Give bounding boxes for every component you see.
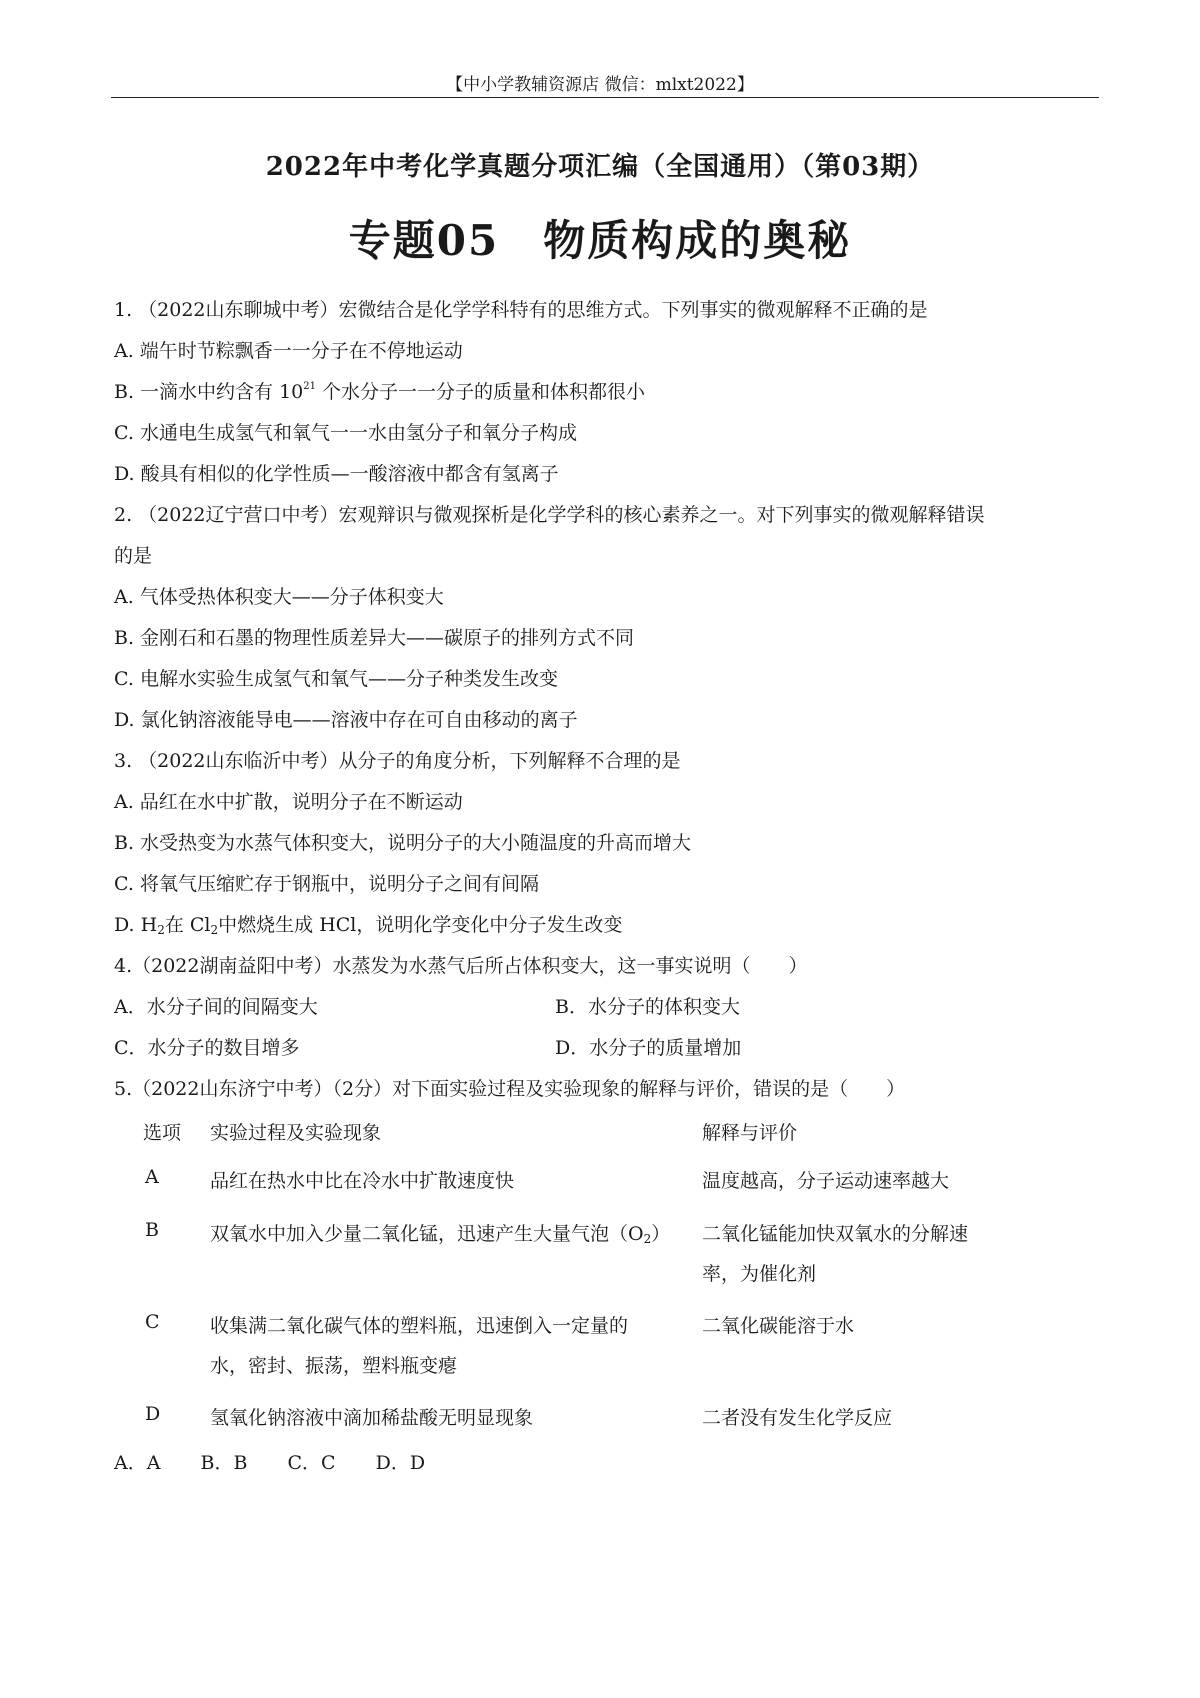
q5-row-b-evaluation-line1: 二氧化锰能加快双氧水的分解速 — [702, 1223, 969, 1245]
q5-stem: 5.（2022山东济宁中考）（2分）对下面实验过程及实验现象的解释与评价，错误的是（ ） — [114, 1078, 906, 1100]
q5-choice-b: B．B — [200, 1452, 248, 1474]
q5-row-d-process: 氢氧化钠溶液中滴加稀盐酸无明显现象 — [210, 1407, 534, 1429]
q5-row-a-evaluation: 温度越高，分子运动速率越大 — [702, 1170, 950, 1192]
q5-row-c-process-line2: 水，密封、振荡，塑料瓶变瘪 — [210, 1355, 458, 1377]
document-title: 2022年中考化学真题分项汇编（全国通用）（第03期） — [265, 152, 935, 182]
q1-stem: 1. （2022山东聊城中考）宏微结合是化学学科特有的思维方式。下列事实的微观解释不正确的是 — [114, 299, 928, 321]
q3-option-d — [114, 910, 622, 937]
q2-stem-line1: 2. （2022辽宁营口中考）宏观辩识与微观探析是化学学科的核心素养之一。对下列事实的微观解释错误 — [114, 504, 985, 526]
q5-row-b-process-tail: ） — [651, 1223, 671, 1245]
q5-row-d-evaluation: 二者没有发生化学反应 — [702, 1407, 893, 1429]
q1-option-b-text: B. 一滴水中约含有 10 — [114, 381, 304, 403]
q5-row-b-process-text: 双氧水中加入少量二氧化锰，迅速产生大量气泡（O — [210, 1223, 644, 1245]
q3-option-a: A. 品红在水中扩散，说明分子在不断运动 — [114, 791, 463, 813]
q4-option-d: D．水分子的质量增加 — [555, 1037, 742, 1059]
q5-row-b-evaluation-line2: 率，为催化剂 — [702, 1263, 817, 1285]
q3-option-d-text-mid: 在 Cl — [164, 914, 211, 936]
q5-choice-a: A．A — [114, 1452, 161, 1474]
q5-choice-c: C．C — [287, 1452, 336, 1474]
q5-row-c-process-line1: 收集满二氧化碳气体的塑料瓶，迅速倒入一定量的 — [210, 1315, 629, 1337]
q5-row-a-process: 品红在热水中比在冷水中扩散速度快 — [210, 1170, 515, 1192]
q1-option-a: A. 端午时节粽飘香一一分子在不停地运动 — [114, 340, 463, 362]
q2-option-b: B. 金刚石和石墨的物理性质差异大——碳原子的排列方式不同 — [114, 627, 635, 649]
q5-choice-d: D．D — [375, 1452, 426, 1474]
q5-header-evaluation: 解释与评价 — [702, 1122, 798, 1144]
q2-option-c: C. 电解水实验生成氢气和氧气——分子种类发生改变 — [114, 668, 558, 690]
topic-heading — [0, 208, 1200, 268]
q3-option-d-sub2: 2 — [210, 923, 219, 937]
q5-row-b-process-sub: 2 — [643, 1232, 652, 1246]
q4-option-c: C．水分子的数目增多 — [114, 1037, 300, 1059]
q5-row-b-option: B — [145, 1219, 159, 1241]
topic-name: 物质构成的奥秘 — [543, 216, 852, 265]
q5-header-process: 实验过程及实验现象 — [210, 1122, 382, 1144]
q5-row-d-option: D — [145, 1403, 161, 1425]
q5-row-c-option: C — [145, 1311, 160, 1333]
q4-stem: 4.（2022湖南益阳中考）水蒸发为水蒸气后所占体积变大，这一事实说明（ ） — [114, 955, 808, 977]
q1-option-c: C. 水通电生成氢气和氧气一一水由氢分子和氧分子构成 — [114, 422, 577, 444]
q5-header-option: 选项 — [143, 1122, 182, 1144]
q2-stem-line2: 的是 — [114, 545, 153, 567]
topic-number: 专题05 — [348, 216, 500, 265]
q5-row-a-option: A — [145, 1166, 159, 1188]
q1-option-b-exponent: 21 — [303, 381, 316, 392]
q3-option-b: B. 水受热变为水蒸气体积变大，说明分子的大小随温度的升高而增大 — [114, 832, 692, 854]
page-header: 【中小学教辅资源店 微信：mlxt2022】 — [446, 75, 754, 95]
q1-option-d: D. 酸具有相似的化学性质—一酸溶液中都含有氢离子 — [114, 463, 559, 485]
q2-option-d: D. 氯化钠溶液能导电——溶液中存在可自由移动的离子 — [114, 709, 578, 731]
q1-option-b — [114, 377, 645, 404]
q5-choices — [114, 1448, 425, 1475]
q1-option-b-text-end: 个水分子一一分子的质量和体积都很小 — [316, 381, 646, 403]
q3-option-d-sub1: 2 — [157, 923, 165, 937]
q5-row-b-process — [210, 1219, 670, 1246]
q5-row-c-evaluation: 二氧化碳能溶于水 — [702, 1315, 855, 1337]
q3-option-d-text: D. H — [114, 914, 158, 936]
q4-option-a: A．水分子间的间隔变大 — [114, 996, 318, 1018]
q3-stem: 3. （2022山东临沂中考）从分子的角度分析，下列解释不合理的是 — [114, 750, 681, 772]
q3-option-d-text-end: 中燃烧生成 HCl，说明化学变化中分子发生改变 — [218, 914, 623, 936]
header-divider — [111, 97, 1099, 98]
q3-option-c: C. 将氧气压缩贮存于钢瓶中，说明分子之间有间隔 — [114, 873, 539, 895]
q4-option-b: B．水分子的体积变大 — [555, 996, 740, 1018]
q2-option-a: A. 气体受热体积变大——分子体积变大 — [114, 586, 444, 608]
